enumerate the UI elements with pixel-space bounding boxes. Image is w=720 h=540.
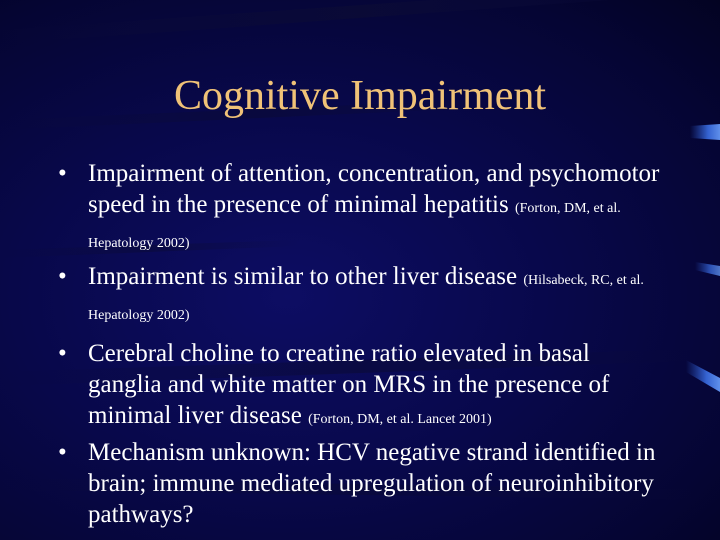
slide-title: Cognitive Impairment bbox=[173, 73, 547, 119]
bullet-list bbox=[58, 158, 668, 530]
bullet-text: Cerebral choline to creatine ratio elevated in basal ganglia and white matter on MRS in the presence of minimal liver disease bbox=[88, 340, 610, 429]
bullet-item bbox=[58, 261, 668, 331]
bullet-dot-icon: • bbox=[58, 340, 67, 367]
bullet-dot-icon: • bbox=[58, 263, 67, 290]
bullet-dot-icon: • bbox=[58, 160, 67, 187]
bullet-citation: (Forton, DM, et al. Hepatology 2002) bbox=[88, 201, 621, 251]
bullet-text: Mechanism unknown: HCV negative strand identified in brain; immune mediated upregulation of neuroinhibitory pathways? bbox=[88, 439, 656, 528]
bullet-text: Impairment is similar to other liver disease bbox=[88, 263, 524, 290]
bullet-citation: (Hilsabeck, RC, et al. Hepatology 2002) bbox=[88, 273, 644, 323]
bullet-citation: (Forton, DM, et al. Lancet 2001) bbox=[308, 412, 492, 427]
bullet-dot-icon: • bbox=[58, 439, 67, 466]
bullet-item bbox=[58, 437, 668, 530]
bullet-item bbox=[58, 338, 668, 435]
bullet-item bbox=[58, 158, 668, 259]
bullet-text: Impairment of attention, concentration, and psychomotor speed in the presence of minimal hepatitis bbox=[88, 160, 660, 218]
